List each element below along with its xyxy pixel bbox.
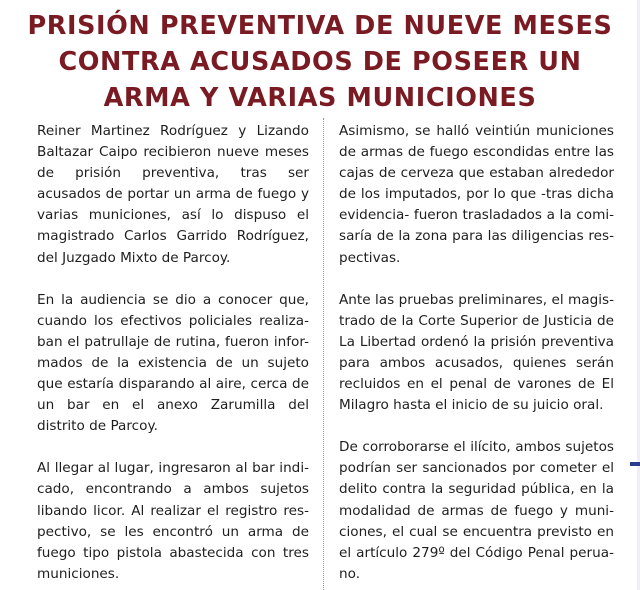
headline-line-1: PRISIÓN PREVENTIVA DE NUEVE MESES [27,11,613,41]
paragraph-3: Al llegar al lugar, ingresaron al bar indi-cado, encontrando a ambos sujetos libando licor. Al realizar el registro res-pectivo, se les encontró un arma de fuego tipo pistola abastecida con tres municiones. [37,460,309,582]
paragraph-2: En la audiencia se dio a conocer que, cuando los efectivos policiales realiza-ban el patrullaje de rutina, fueron infor-mados de la existencia de un sujeto que estaría disparando al aire, cerca de un bar en el anexo Zarumilla del distrito de Parcoy. [37,291,309,435]
paragraph-4: Asimismo, se halló veintiún municiones de armas de fuego escondidas entre las cajas de cerveza que estaban alrededor de los imputados, por lo que -tras dicha evidencia- fueron trasladados a la comi-saría de la zona para las diligencias res-pectivas. [339,123,614,266]
article-column-left [37,121,309,590]
article-headline [20,8,620,116]
article-column-right [339,121,614,590]
paragraph-6: De corroborarse el ilícito, ambos sujetos podrían ser sancionados por cometer el delito contra la seguridad pública, en la modalidad de armas de fuego y muni-ciones, el cual se encuentra previsto en el artículo 279º del Código Penal perua-no. [339,439,614,582]
page-edge-marker [630,462,640,466]
headline-line-2: CONTRA ACUSADOS DE POSEER UN [58,47,582,77]
headline-line-3: ARMA Y VARIAS MUNICIONES [103,83,537,113]
paragraph-1: Reiner Martinez Rodríguez y Lizando Baltazar Caipo recibieron nueve meses de prisión preventiva, tras ser acusados de portar un arma de fuego y varias municiones, así lo dispuso el magistrado Carlos Garrido Rodríguez, del Juzgado Mixto de Parcoy. [37,123,309,266]
paragraph-5: Ante las pruebas preliminares, el magis-trado de la Corte Superior de Justicia de La Libertad ordenó la prisión preventiva para ambos acusados, quienes serán recluidos en el penal de varones de El Milagro hasta el inicio de su juicio oral. [339,291,614,414]
column-divider [323,118,324,590]
